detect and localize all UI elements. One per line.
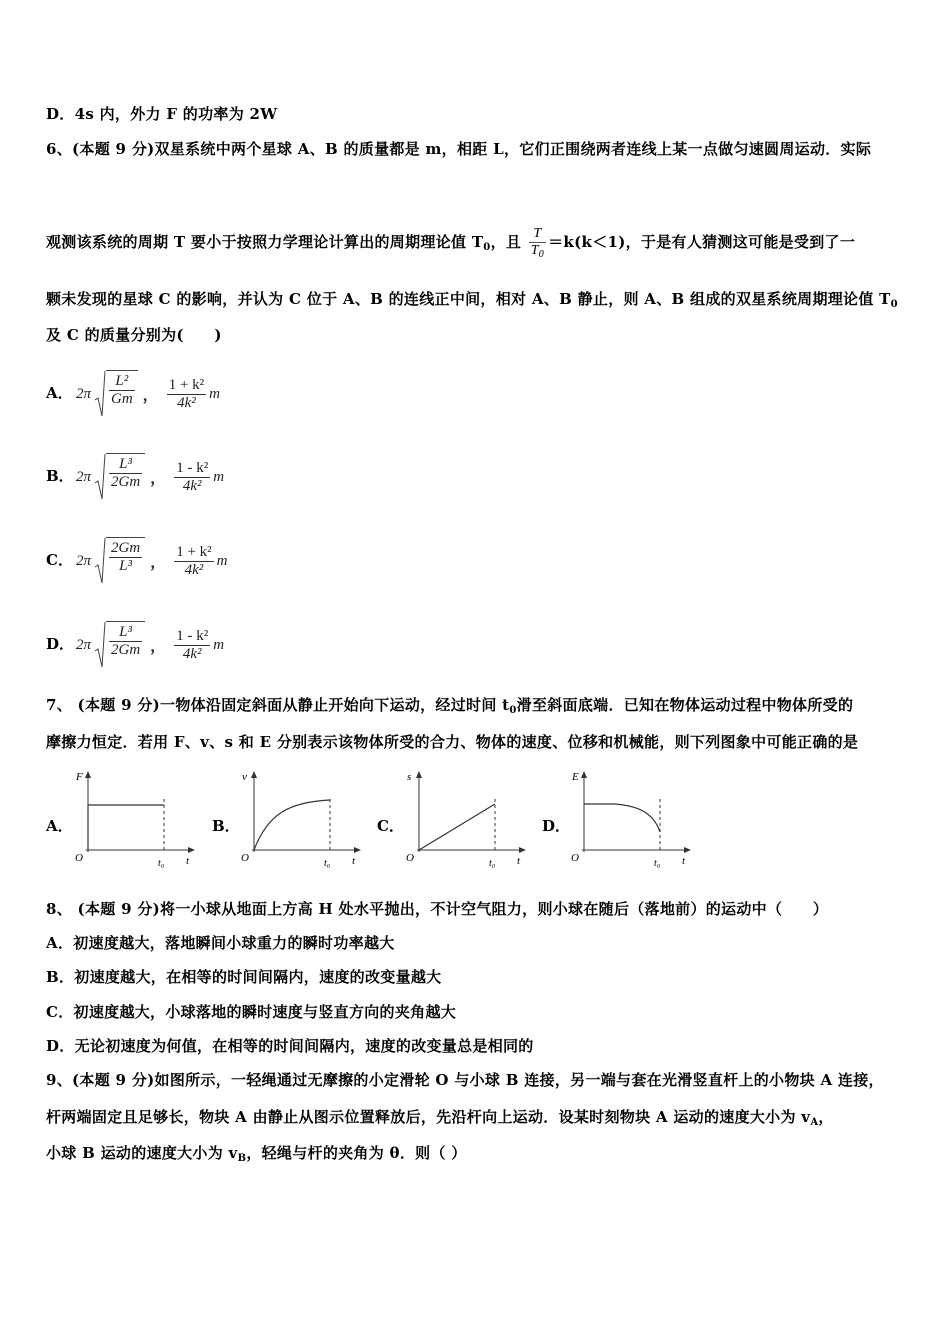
q7-option-label[interactable]: C． (377, 817, 404, 835)
q7-option-label[interactable]: A． (46, 817, 73, 835)
fraction-denominator: 4k² (184, 561, 204, 578)
radicand-denominator: Gm (111, 391, 133, 407)
coefficient: 2π (76, 385, 92, 402)
coefficient: 2π (76, 468, 92, 485)
ratio-den-sub: 0 (538, 249, 545, 260)
radicand-numerator: L² (109, 373, 135, 391)
q6-stem-line2 (46, 226, 855, 260)
separator: ， (142, 387, 158, 404)
fraction-numerator: 1 - k² (176, 459, 209, 476)
origin-label: O (241, 852, 249, 864)
separator: ， (150, 638, 166, 655)
q7-line1-sub: 0 (509, 705, 517, 716)
radicand-numerator: L³ (109, 456, 142, 474)
q6-line2-text: 观测该系统的周期 T 要小于按照力学理论计算出的周期理论值 T (46, 233, 484, 251)
y-axis-label: s (407, 771, 412, 783)
y-axis-label: v (242, 771, 247, 783)
q6-line2-post: ＝k(k＜1)，于是有人猜测这可能是受到了一 (548, 233, 856, 251)
graph-svg (405, 768, 535, 868)
q7-graph (405, 768, 535, 872)
q7-graph (74, 768, 204, 872)
q7-line1-post: 滑至斜面底端．已知在物体运动过程中物体所受的 (516, 696, 854, 714)
q6-option-formula (76, 453, 224, 501)
t0-label: t₀ (489, 858, 496, 868)
q6-option-formula (76, 537, 228, 585)
radicand-numerator: L³ (109, 624, 142, 642)
t0-label: t₀ (158, 858, 165, 868)
radical-sign-icon (94, 621, 106, 669)
y-axis-label: F (76, 771, 83, 783)
q6-line3-text: 颗未发现的星球 C 的影响，并认为 C 位于 A、B 的连线正中间，相对 A、B 静止，则 A、B 组成的双星系统周期理论值 T (46, 290, 891, 308)
q6-stem-line3 (46, 288, 898, 310)
fraction-denominator: 4k² (177, 394, 196, 411)
x-axis-label: t (352, 855, 356, 867)
separator: ， (150, 470, 166, 487)
q7-graph (240, 768, 370, 872)
q8-option-b: B．初速度越大，在相等的时间间隔内，速度的改变量越大 (46, 968, 442, 986)
radicand-numerator: 2Gm (111, 540, 141, 556)
radicand-denominator: 2Gm (111, 474, 141, 490)
graph-svg (74, 768, 204, 868)
x-axis-label: t (186, 855, 190, 867)
q5-option-d: D．4s 内，外力 F 的功率为 2W (46, 105, 278, 123)
q9-stem-line1: 9、(本题 9 分)如图所示，一轻绳通过无摩擦的小定滑轮 O 与小球 B 连接，另一端与套在光滑竖直杆上的小物块 A 连接， (46, 1071, 884, 1089)
coefficient: 2π (76, 636, 92, 653)
mass-symbol: m (213, 636, 225, 653)
q9-line3-text: 小球 B 运动的速度大小为 v (46, 1144, 238, 1162)
radical-sign-icon (94, 370, 106, 418)
q7-stem-line2: 摩擦力恒定．若用 F、v、s 和 E 分别表示该物体所受的合力、物体的速度、位移和机械能，则下列图象中可能正确的是 (46, 733, 859, 751)
ratio-den: T (530, 243, 539, 258)
fraction-numerator: 1 + k² (176, 543, 212, 560)
q9-line3-post: ，轻绳与杆的夹角为 θ．则（ ） (246, 1144, 467, 1162)
origin-label: O (406, 852, 414, 864)
q6-option-label[interactable]: B． (46, 467, 74, 485)
graph-curve (88, 805, 164, 850)
separator: ， (150, 554, 166, 571)
q6-line2-sub: 0 (483, 242, 491, 253)
graph-svg (240, 768, 370, 868)
q8-stem: 8、 (本题 9 分)将一小球从地面上方高 H 处水平抛出，不计空气阻力，则小球在随后（落地前）的运动中（ ） (46, 900, 829, 918)
q6-option-formula (76, 621, 224, 669)
t0-label: t₀ (324, 858, 331, 868)
origin-label: O (75, 852, 83, 864)
q6-stem-line4: 及 C 的质量分别为( ) (46, 326, 222, 344)
ratio-num: T (529, 226, 546, 243)
graph-curve (419, 804, 495, 850)
coefficient: 2π (76, 552, 92, 569)
q7-line1-text: 7、 (本题 9 分)一物体沿固定斜面从静止开始向下运动，经过时间 t (46, 696, 510, 714)
mass-symbol: m (216, 552, 228, 569)
y-axis-label: E (572, 771, 579, 783)
origin-label: O (571, 852, 579, 864)
q7-stem-line1 (46, 694, 853, 716)
q8-option-d: D．无论初速度为何值，在相等的时间间隔内，速度的改变量总是相同的 (46, 1037, 534, 1055)
q6-option-formula (76, 370, 220, 418)
q6-option-label[interactable]: A． (46, 384, 73, 402)
q6-line3-sub: 0 (890, 299, 898, 310)
graph-curve (254, 800, 330, 850)
q6-option-label[interactable]: C． (46, 551, 73, 569)
mass-symbol: m (213, 468, 225, 485)
graph-curve (584, 804, 660, 832)
t0-label: t₀ (654, 858, 661, 868)
radicand-denominator: L³ (119, 558, 133, 574)
fraction-denominator: 4k² (182, 645, 202, 662)
q6-option-label[interactable]: D． (46, 635, 75, 653)
q7-option-label[interactable]: B． (212, 817, 240, 835)
q9-line2-sub: A (810, 1117, 819, 1128)
q6-line2-mid: ，且 (490, 233, 522, 251)
q9-line2-text: 杆两端固定且足够长，物块 A 由静止从图示位置释放后，先沿杆向上运动．设某时刻物块 A 运动的速度大小为 v (46, 1108, 811, 1126)
mass-symbol: m (209, 385, 221, 402)
q8-option-a: A．初速度越大，落地瞬间小球重力的瞬时功率越大 (46, 934, 395, 952)
period-ratio-fraction (529, 226, 546, 260)
x-axis-label: t (682, 855, 686, 867)
fraction-denominator: 4k² (182, 477, 202, 494)
fraction-numerator: 1 + k² (168, 376, 205, 393)
radical-sign-icon (94, 453, 106, 501)
graph-svg (570, 768, 700, 868)
q7-option-label[interactable]: D． (542, 817, 571, 835)
q8-option-c: C．初速度越大，小球落地的瞬时速度与竖直方向的夹角越大 (46, 1003, 457, 1021)
q9-line3-sub: B (237, 1153, 247, 1164)
radical-sign-icon (94, 537, 106, 585)
q7-graph (570, 768, 700, 872)
q9-stem-line2 (46, 1106, 834, 1128)
q9-line2-post: ， (818, 1108, 834, 1126)
q6-stem-line1: 6、(本题 9 分)双星系统中两个星球 A、B 的质量都是 m，相距 L，它们正围绕两者连线上某一点做匀速圆周运动．实际 (46, 140, 872, 158)
x-axis-label: t (517, 855, 521, 867)
q9-stem-line3 (46, 1142, 467, 1164)
fraction-numerator: 1 - k² (176, 627, 209, 644)
radicand-denominator: 2Gm (111, 642, 141, 658)
